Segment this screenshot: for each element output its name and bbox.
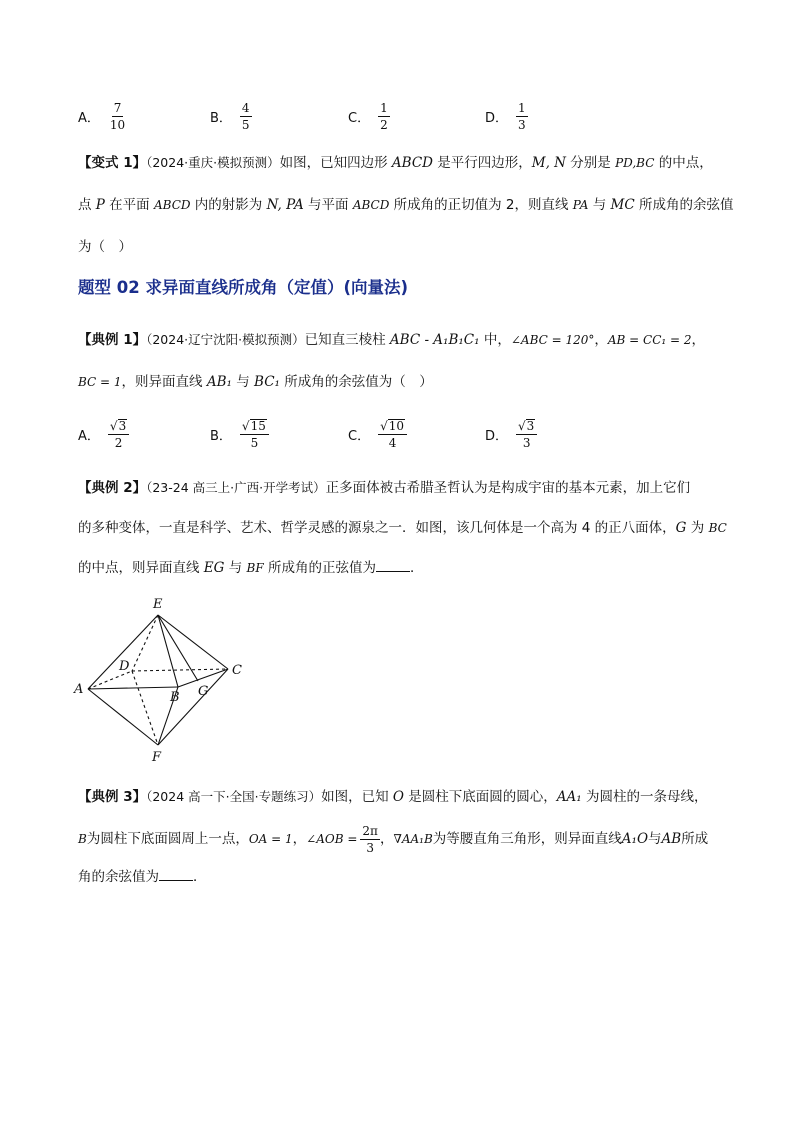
variant-1-line-2 [78,194,738,216]
text: 为圆柱下底面圆周上一点， [86,831,249,847]
sqrt [518,419,535,433]
problem-tag: 【典例 3】 [78,789,147,805]
numerator: 2π [362,823,378,838]
section-heading: 题型 02 求异面直线所成角（定值）(向量法) [78,278,409,297]
math: BC = 1 [78,375,122,389]
denominator: 4 [388,435,397,450]
edge-cf [158,669,228,745]
option-a[interactable] [78,96,127,136]
edge-eg [158,615,198,681]
variant-1-problem [78,152,738,258]
option-letter: C． [348,428,371,444]
sqrt [110,419,127,433]
math: PA [572,198,589,212]
octahedron-figure [70,595,260,770]
problem-source: （23-24 高三上·广西·开学考试） [146,480,326,495]
text: 与 [588,197,611,213]
example-1-line-2 [78,372,738,394]
math: AB₁ [206,374,232,390]
math: M, N [531,155,566,171]
example-1-line-1 [78,330,738,352]
math: ∠ABC = 120° [510,333,595,347]
text: 为圆柱的一条母线， [581,789,708,805]
edge-dc [132,669,228,671]
example-1-problem [78,330,738,394]
radicand: 15 [250,418,266,433]
denominator: 3 [366,840,374,855]
math: BC₁ [254,374,280,390]
fraction [378,101,390,132]
option-c[interactable] [348,96,390,136]
option-a[interactable] [78,414,129,454]
text: 点 [78,197,96,213]
text: 为等腰直角三角形，则异面直线 [432,831,622,847]
fraction [378,419,407,450]
text: 与 [224,560,247,576]
sqrt [380,419,405,433]
label-f: F [152,750,162,765]
label-c: C [232,663,242,678]
math: A₁O [621,831,649,847]
radicand: 3 [526,418,535,433]
option-letter: C． [348,110,371,126]
text: 如图，已知 [321,789,393,805]
numerator [516,419,537,435]
fraction [516,419,537,450]
numerator [108,419,129,435]
edge-ab [88,687,178,689]
problem-source: （2024·辽宁沈阳·模拟预测） [146,332,305,347]
text: 是圆柱下底面圆的圆心， [403,789,557,805]
math: O [392,789,404,805]
example-2-line-1 [78,478,738,500]
numerator: 1 [380,100,388,115]
answer-blank[interactable] [159,868,193,881]
text: ． [193,869,207,885]
sqrt [242,419,267,433]
radical-sign: √ [380,418,388,433]
example-3-line-2 [78,821,738,857]
denominator: 3 [522,435,531,450]
fraction [240,101,252,132]
math: P [95,197,105,213]
text: ， [691,332,706,348]
text: 的中点， [654,155,713,171]
denominator: 5 [241,117,250,132]
text: 正多面体被古希腊圣哲认为是构成宇宙的基本元素，加上它们 [325,480,691,496]
text: 分别是 [566,155,616,171]
problem-source: （2024·重庆·模拟预测） [146,155,280,170]
text: 所成角的余弦值 [634,197,734,213]
text: 角的余弦值为 [78,869,159,885]
text: 所成角的正切值为 2，则直线 [389,197,573,213]
option-letter: D． [485,110,509,126]
text: 的多种变体，一直是科学、艺术、哲学灵感的源泉之一．如图，该几何体是一个高为 4 的正八面体， [78,520,676,536]
text: 是平行四边形， [432,155,532,171]
fraction [360,824,380,855]
denominator: 2 [114,435,123,450]
example-2-line-2 [78,518,738,540]
variant-1-line-1 [78,152,738,174]
option-d[interactable] [485,414,537,454]
math: EG [203,560,225,576]
example-3-line-1 [78,787,738,809]
edge-eb [158,615,178,687]
text: 所成角的正弦值为 [263,560,376,576]
example-2-problem [78,478,738,580]
variant-1-line-3 [78,236,738,258]
option-letter: A． [78,428,100,444]
denominator: 2 [380,117,388,132]
text: 如图，已知四边形 [279,155,392,171]
denominator: 10 [109,117,126,132]
edge-ed [132,615,158,671]
example-2-line-3 [78,558,738,580]
text: 为（ ） [78,239,132,255]
math: BC [708,521,727,535]
example-3-line-3 [78,867,738,889]
numerator: 7 [113,100,122,115]
text: ， [594,332,608,348]
option-letter: B． [210,110,232,126]
radicand: 10 [388,418,405,433]
numerator: 4 [241,100,250,115]
text: 的中点，则异面直线 [78,560,204,576]
label-b: B [170,690,180,705]
numerator [378,419,407,435]
answer-blank[interactable] [376,559,410,572]
option-b[interactable] [210,96,252,136]
math: AA₁ [556,789,582,805]
label-g: G [198,684,209,699]
math: BF [246,561,264,575]
math: ABCD [391,155,433,171]
math: AB = CC₁ = 2 [607,333,692,347]
math: ABCD [352,198,390,212]
edge-ec [158,615,228,669]
denominator: 3 [518,117,526,132]
text: ，则异面直线 [121,374,207,390]
option-d[interactable] [485,96,528,136]
numerator [240,419,269,435]
math: MC [610,197,635,213]
math: G [675,520,687,536]
fraction [516,101,528,132]
option-c[interactable] [348,414,407,454]
text: 中， [479,332,511,348]
text: 所成角的余弦值为（ ） [279,374,433,390]
math: OA = 1 [248,832,293,846]
text: ， [292,831,307,847]
problem-source: （2024 高一下·全国·专题练习） [146,789,322,804]
numerator: 1 [518,100,526,115]
example-3-problem [78,787,738,889]
radicand: 3 [118,418,127,433]
text: 在平面 [104,197,154,213]
denominator: 5 [250,435,259,450]
text: 已知直三棱柱 [304,332,390,348]
problem-tag: 【典例 1】 [78,332,147,348]
option-letter: D． [485,428,509,444]
text: 与平面 [303,197,353,213]
radical-sign: √ [109,418,118,433]
fraction [240,419,269,450]
label-d: D [119,659,130,674]
math: B [78,832,87,846]
radical-sign: √ [518,418,526,433]
text: 与 [648,831,662,847]
text: ． [409,560,424,576]
math: ∠AOB = [306,832,358,846]
problem-tag: 【典例 2】 [78,480,147,496]
math: ABCD [153,198,191,212]
label-e: E [153,597,163,612]
text: ， [379,831,394,847]
option-letter: B． [210,428,232,444]
text: 所成 [681,831,709,847]
edge-ea [88,615,158,689]
math: ABC - A₁B₁C₁ [389,332,480,348]
option-letter: A． [78,110,100,126]
option-b[interactable] [210,414,269,454]
text: 为 [686,520,709,536]
math: AB [661,831,682,847]
math: N, PA [266,197,304,213]
text: 与 [231,374,255,390]
problem-tag: 【变式 1】 [78,155,147,171]
radical-sign: √ [241,418,250,433]
math: ∇AA₁B [393,832,433,846]
text: 内的射影为 [190,197,267,213]
label-a: A [74,682,84,697]
edge-af [88,689,158,745]
math: PD,BC [615,156,655,170]
fraction [108,101,127,132]
fraction [108,419,129,450]
